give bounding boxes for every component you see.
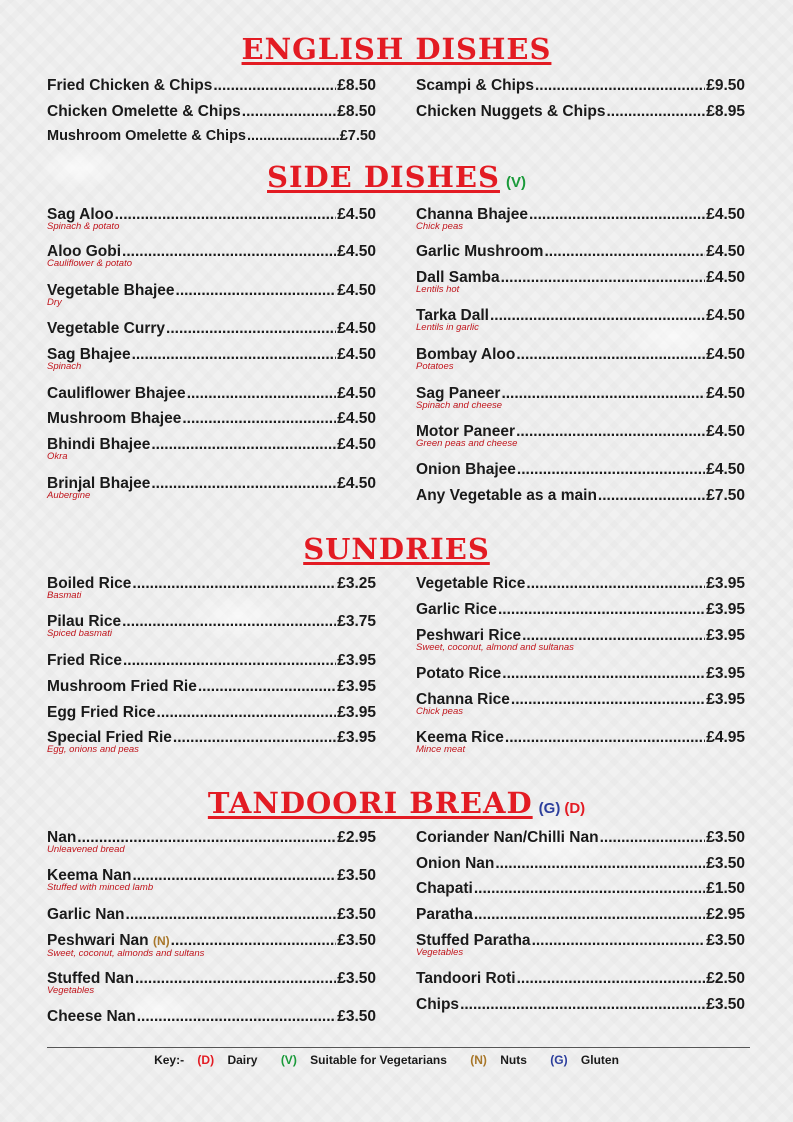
menu-item	[416, 205, 745, 232]
menu-item	[47, 384, 376, 403]
item-price: £4.50	[337, 243, 376, 260]
item-name: Keema Rice	[416, 729, 504, 746]
menu-item	[47, 319, 376, 338]
item-price: £3.95	[706, 691, 745, 708]
menu-item	[416, 422, 745, 449]
menu-item	[47, 409, 376, 428]
item-price: £3.50	[337, 1008, 376, 1025]
item-name: Garlic Rice	[416, 601, 497, 618]
item-name: Vegetable Curry	[47, 320, 166, 337]
item-name: Sag Paneer	[416, 385, 501, 402]
item-price: £3.95	[337, 678, 376, 695]
menu-item	[47, 127, 376, 146]
item-description: Unleavened bread	[47, 844, 125, 855]
item-description: Spinach & potato	[47, 221, 120, 232]
item-name: Nan	[47, 829, 77, 846]
item-price: £7.50	[706, 487, 745, 504]
item-price: £3.50	[337, 867, 376, 884]
dietary-key	[0, 1053, 793, 1067]
item-description: Mince meat	[416, 744, 466, 755]
item-name: Chicken Nuggets & Chips	[416, 103, 606, 120]
item-name: Sag Bhajee	[47, 346, 131, 363]
item-price: £4.50	[706, 385, 745, 402]
item-price: £4.50	[337, 282, 376, 299]
item-name: Coriander Nan/Chilli Nan	[416, 829, 599, 846]
item-name: Vegetable Bhajee	[47, 282, 175, 299]
item-price: £3.50	[706, 855, 745, 872]
item-name: Sag Aloo	[47, 206, 114, 223]
menu-item	[416, 268, 745, 295]
item-name: Fried Rice	[47, 652, 122, 669]
nuts-tag: (N)	[152, 934, 170, 948]
item-name: Chapati	[416, 880, 473, 897]
item-description: Spinach	[47, 361, 82, 372]
menu-item	[416, 854, 745, 873]
item-name: Bhindi Bhajee	[47, 436, 151, 453]
item-price: £3.50	[706, 996, 745, 1013]
key-nuts: (N) Nuts	[470, 1053, 527, 1067]
item-name: Dall Samba	[416, 269, 500, 286]
item-name: Tarka Dall	[416, 307, 489, 324]
item-name: Any Vegetable as a main	[416, 487, 597, 504]
item-price: £4.50	[706, 423, 745, 440]
item-name: Channa Rice	[416, 691, 510, 708]
menu-item	[416, 102, 745, 121]
menu-item	[416, 384, 745, 411]
item-price: £4.50	[706, 269, 745, 286]
item-description: Egg, onions and peas	[47, 744, 139, 755]
menu-item	[416, 574, 745, 593]
item-description: Vegetables	[47, 985, 95, 996]
item-description: Okra	[47, 451, 68, 462]
sundries-heading: SUNDRIES	[303, 532, 490, 566]
menu-item	[47, 76, 376, 95]
item-price: £2.95	[337, 829, 376, 846]
item-description: Spinach and cheese	[416, 400, 503, 411]
item-description: Spiced basmati	[47, 628, 112, 639]
menu-item	[416, 931, 745, 958]
item-price: £3.50	[706, 932, 745, 949]
menu-item	[416, 995, 745, 1014]
item-description: Aubergine	[47, 490, 91, 501]
item-price: £3.25	[337, 575, 376, 592]
item-price: £3.95	[337, 729, 376, 746]
item-price: £3.95	[706, 627, 745, 644]
menu-item	[416, 969, 745, 988]
item-name: Cheese Nan	[47, 1008, 136, 1025]
item-description: Vegetables	[416, 947, 464, 958]
item-price: £3.95	[706, 575, 745, 592]
item-name: Potato Rice	[416, 665, 502, 682]
menu-item	[416, 306, 745, 333]
item-name: Chips	[416, 996, 460, 1013]
item-name: Aloo Gobi	[47, 243, 122, 260]
item-price: £3.50	[337, 970, 376, 987]
item-price: £3.95	[337, 704, 376, 721]
item-name: Mushroom Bhajee	[47, 410, 182, 427]
side-dishes-heading: SIDE DISHES (V)	[267, 160, 526, 194]
menu-item	[416, 76, 745, 95]
menu-item	[416, 728, 745, 755]
item-price: £4.95	[706, 729, 745, 746]
item-name: Chicken Omelette & Chips	[47, 103, 241, 120]
item-name: Paratha	[416, 906, 473, 923]
item-price: £3.95	[706, 601, 745, 618]
item-description: Stuffed with minced lamb	[47, 882, 154, 893]
item-price: £4.50	[337, 436, 376, 453]
menu-item	[416, 460, 745, 479]
item-description: Lentils hot	[416, 284, 460, 295]
item-price: £3.95	[337, 652, 376, 669]
item-name: Keema Nan	[47, 867, 132, 884]
key-label: Key:-	[154, 1053, 185, 1067]
item-name: Onion Bhajee	[416, 461, 516, 478]
item-price: £3.50	[337, 906, 376, 923]
item-price: £4.50	[706, 307, 745, 324]
item-description: Lentils in garlic	[416, 322, 479, 333]
item-price: £4.50	[706, 243, 745, 260]
item-name: Boiled Rice	[47, 575, 132, 592]
item-name: Mushroom Omelette & Chips	[47, 128, 246, 144]
menu-item	[47, 677, 376, 696]
menu-item	[416, 600, 745, 619]
item-description: Chick peas	[416, 706, 463, 717]
menu-item	[47, 435, 376, 462]
item-price: £9.50	[706, 77, 745, 94]
item-price: £8.50	[337, 77, 376, 94]
key-dairy: (D) Dairy	[197, 1053, 258, 1067]
menu-item	[416, 879, 745, 898]
vegetarian-tag: (V)	[505, 174, 526, 191]
item-price: £3.75	[337, 613, 376, 630]
item-price: £7.50	[339, 128, 376, 144]
menu-item	[47, 205, 376, 232]
item-price: £2.95	[706, 906, 745, 923]
menu-item	[416, 905, 745, 924]
item-description: Sweet, coconut, almonds and sultans	[47, 948, 205, 959]
menu-item	[47, 612, 376, 639]
item-name: Channa Bhajee	[416, 206, 528, 223]
item-price: £4.50	[706, 206, 745, 223]
item-name: Brinjal Bhajee	[47, 475, 151, 492]
item-name: Mushroom Fried Rie	[47, 678, 197, 695]
item-name: Peshwari Nan (N)	[47, 932, 170, 949]
item-price: £3.50	[337, 932, 376, 949]
item-name: Garlic Mushroom	[416, 243, 544, 260]
menu-item	[416, 690, 745, 717]
menu-item	[47, 931, 376, 959]
item-description: Sweet, coconut, almond and sultanas	[416, 642, 574, 653]
menu-item	[47, 866, 376, 893]
item-price: £4.50	[337, 385, 376, 402]
key-gluten: (G) Gluten	[550, 1053, 619, 1067]
item-name: Stuffed Nan	[47, 970, 134, 987]
dairy-tag: (D)	[564, 800, 586, 817]
menu-item	[416, 242, 745, 261]
item-price: £2.50	[706, 970, 745, 987]
english-dishes-heading: ENGLISH DISHES	[241, 32, 552, 66]
item-name: Stuffed Paratha	[416, 932, 531, 949]
item-price: £4.50	[337, 475, 376, 492]
item-name: Motor Paneer	[416, 423, 516, 440]
item-name: Garlic Nan	[47, 906, 125, 923]
menu-item	[416, 486, 745, 505]
menu-item	[47, 905, 376, 924]
menu-item	[47, 651, 376, 670]
item-name: Fried Chicken & Chips	[47, 77, 213, 94]
menu-item	[47, 828, 376, 855]
menu-item	[47, 574, 376, 601]
item-name: Bombay Aloo	[416, 346, 516, 363]
menu-item	[416, 664, 745, 683]
menu-item	[47, 242, 376, 269]
item-price: £4.50	[337, 346, 376, 363]
item-price: £4.50	[337, 206, 376, 223]
menu-item	[47, 281, 376, 308]
item-price: £8.50	[337, 103, 376, 120]
key-vegetarian: (V) Suitable for Vegetarians	[280, 1053, 447, 1067]
menu-item	[47, 703, 376, 722]
item-price: £8.95	[706, 103, 745, 120]
tandoori-bread-heading: TANDOORI BREAD (G) (D)	[207, 786, 586, 820]
item-name: Tandoori Roti	[416, 970, 516, 987]
item-price: £3.50	[706, 829, 745, 846]
item-description: Basmati	[47, 590, 82, 601]
item-description: Cauliflower & potato	[47, 258, 133, 269]
item-price: £4.50	[706, 346, 745, 363]
item-price: £3.95	[706, 665, 745, 682]
item-name: Peshwari Rice	[416, 627, 522, 644]
item-name: Egg Fried Rice	[47, 704, 156, 721]
menu-item	[47, 728, 376, 755]
menu-item	[47, 969, 376, 996]
item-price: £1.50	[706, 880, 745, 897]
menu-item	[416, 345, 745, 372]
footer-divider	[47, 1047, 750, 1048]
item-description: Chick peas	[416, 221, 463, 232]
menu-item	[47, 474, 376, 501]
item-price: £4.50	[337, 410, 376, 427]
menu-item	[416, 828, 745, 847]
item-description: Dry	[47, 297, 62, 308]
menu-item	[47, 1007, 376, 1026]
item-price: £4.50	[337, 320, 376, 337]
item-description: Potatoes	[416, 361, 454, 372]
item-price: £4.50	[706, 461, 745, 478]
menu-item	[416, 626, 745, 653]
item-name: Cauliflower Bhajee	[47, 385, 186, 402]
item-name: Special Fried Rie	[47, 729, 172, 746]
item-name: Onion Nan	[416, 855, 495, 872]
item-name: Vegetable Rice	[416, 575, 526, 592]
item-description: Green peas and cheese	[416, 438, 518, 449]
gluten-tag: (G)	[538, 800, 561, 817]
item-name: Pilau Rice	[47, 613, 122, 630]
menu-item	[47, 102, 376, 121]
item-name: Scampi & Chips	[416, 77, 534, 94]
menu-item	[47, 345, 376, 372]
